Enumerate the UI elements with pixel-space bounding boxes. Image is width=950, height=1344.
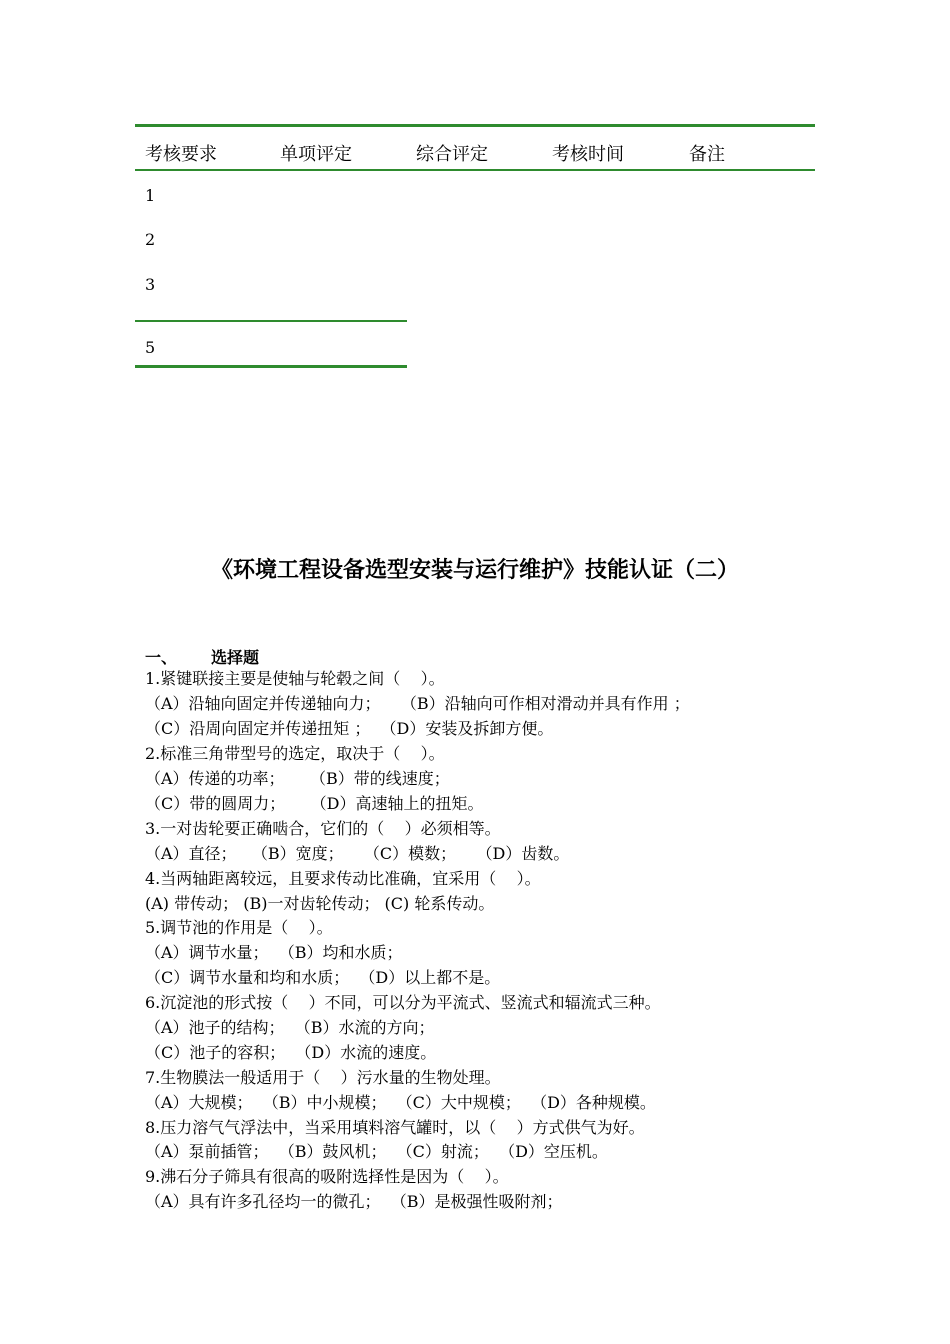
question-line: （A）调节水量； （B）均和水质； [145, 943, 403, 962]
question-line: （A）大规模； （B）中小规模； （C）大中规模； （D）各种规模。 [145, 1093, 656, 1112]
question-line: （C）调节水量和均和水质； （D）以上都不是。 [145, 968, 501, 987]
table-header-rule [135, 169, 815, 171]
question-line: （A）泵前插管； （B）鼓风机； （C）射流； （D）空压机。 [145, 1142, 608, 1161]
table-row-number: 5 [145, 338, 156, 357]
question-line: 7.生物膜法一般适用于（ ）污水量的生物处理。 [145, 1068, 501, 1087]
question-line: （A）传递的功率； （B）带的线速度； [145, 769, 450, 788]
section-number: 一、 [145, 648, 178, 667]
document-title: 《环境工程设备选型安装与运行维护》技能认证（二） [210, 558, 739, 583]
table-header-cell: 考核要求 [145, 144, 217, 165]
question-line: 2.标准三角带型号的选定，取决于（ ）。 [145, 744, 445, 763]
table-row-number: 1 [145, 186, 156, 205]
table-row-number: 3 [145, 275, 156, 294]
table-header-cell: 综合评定 [416, 144, 488, 165]
table-bottom-rule [135, 365, 407, 368]
table-header-cell: 单项评定 [280, 144, 352, 165]
question-line: 4.当两轴距离较远，且要求传动比准确，宜采用（ ）。 [145, 869, 541, 888]
question-line: （A）池子的结构； （B）水流的方向； [145, 1018, 435, 1037]
table-row-number: 2 [145, 230, 156, 249]
question-line: （A）沿轴向固定并传递轴向力； （B）沿轴向可作相对滑动并具有作用 ； [145, 694, 690, 713]
question-line: （A）具有许多孔径均一的微孔； （B）是极强性吸附剂； [145, 1192, 563, 1211]
table-header-cell: 备注 [689, 144, 725, 165]
question-line: （A）直径； （B）宽度； （C）模数； （D）齿数。 [145, 844, 570, 863]
question-line: （C）池子的容积； （D）水流的速度。 [145, 1043, 437, 1062]
question-line: 6.沉淀池的形式按（ ）不同，可以分为平流式、竖流式和辐流式三种。 [145, 993, 661, 1012]
section-heading: 选择题 [211, 648, 260, 667]
question-line: 3.一对齿轮要正确啮合，它们的（ ）必须相等。 [145, 819, 501, 838]
question-line: 8.压力溶气气浮法中，当采用填料溶气罐时，以（ ）方式供气为好。 [145, 1118, 645, 1137]
question-line: 5.调节池的作用是（ ）。 [145, 918, 333, 937]
table-header-cell: 考核时间 [552, 144, 624, 165]
question-line: 9.沸石分子筛具有很高的吸附选择性是因为（ ）。 [145, 1167, 509, 1186]
question-line: （C）沿周向固定并传递扭矩 ； （D）安装及拆卸方便。 [145, 719, 554, 738]
question-line: （C）带的圆周力； （D）高速轴上的扭矩。 [145, 794, 484, 813]
question-line: (A) 带传动； (B)一对齿轮传动； (C) 轮系传动。 [145, 894, 495, 913]
table-partial-rule [135, 320, 407, 322]
table-top-rule [135, 124, 815, 127]
question-line: 1.紧键联接主要是使轴与轮毂之间（ ）。 [145, 669, 445, 688]
